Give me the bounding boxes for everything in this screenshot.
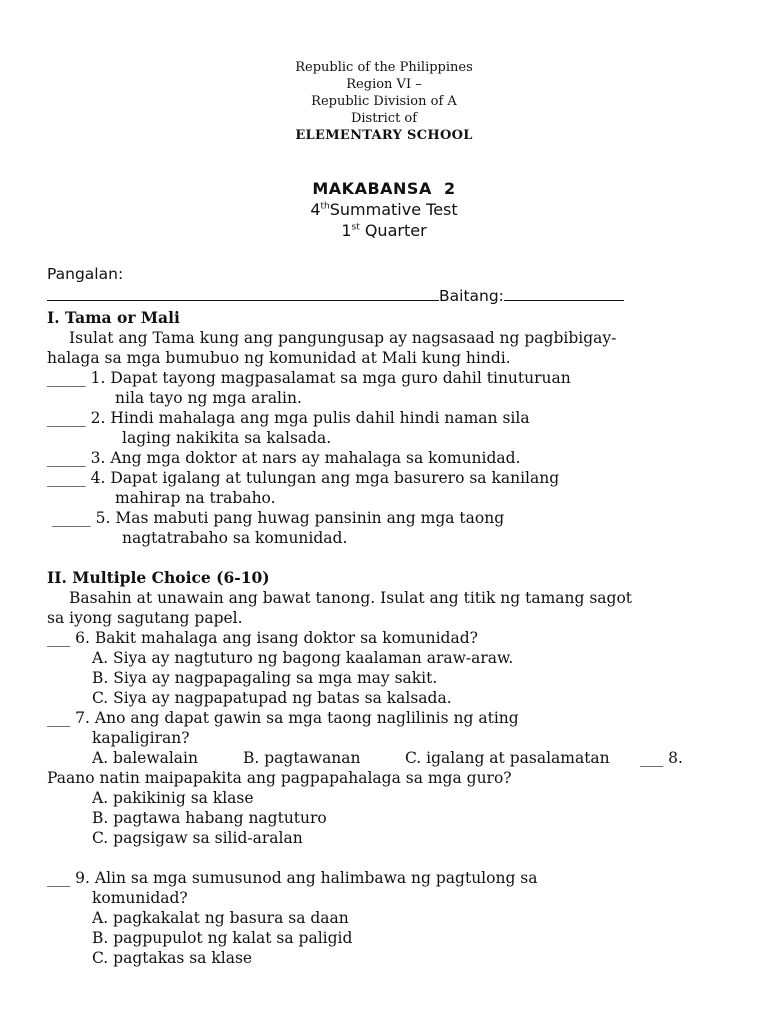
tf-item-1 — [47, 368, 571, 388]
section2-instructions-cont: sa iyong sagutang papel. — [47, 609, 243, 627]
student-info-line — [47, 286, 624, 306]
q8-number: ___ 8. — [640, 749, 683, 767]
item-text: 2. Hindi mahalaga ang mga pulis dahil hindi naman sila — [85, 409, 530, 427]
section1-heading: I. Tama or Mali — [47, 308, 180, 327]
header-district: District of — [350, 111, 418, 126]
tf-item-5-cont: nagtatrabaho sa komunidad. — [122, 529, 348, 547]
answer-blank[interactable]: _____ — [47, 369, 86, 387]
tf-item-4-cont: mahirap na trabaho. — [115, 489, 276, 507]
q9-question-cont: komunidad? — [92, 889, 188, 907]
q8-choice-a: A. pakikinig sa klase — [92, 789, 254, 807]
subject-title: MAKABANSA 2 — [312, 179, 456, 198]
q6-choice-c: C. Siya ay nagpapatupad ng batas sa kalsada. — [92, 689, 452, 707]
item-text: 4. Dapat igalang at tulungan ang mga basurero sa kanilang — [85, 469, 560, 487]
q8-choice-b: B. pagtawa habang nagtuturo — [92, 809, 327, 827]
item-text: 1. Dapat tayong magpasalamat sa mga guro dahil tinuturuan — [85, 369, 571, 387]
section2-heading: II. Multiple Choice (6-10) — [47, 568, 270, 587]
section1-instructions-cont: halaga sa mga bumubuo ng komunidad at Mali kung hindi. — [47, 349, 511, 367]
grade-field[interactable] — [504, 286, 624, 301]
answer-blank[interactable]: _____ — [47, 469, 86, 487]
answer-blank[interactable]: _____ — [52, 509, 91, 527]
mc-question-9: ___ 9. Alin sa mga sumusunod ang halimbawa ng pagtulong sa — [47, 869, 538, 887]
item-text: 3. Ang mga doktor at nars ay mahalaga sa komunidad. — [85, 449, 521, 467]
tf-item-5 — [52, 508, 504, 528]
quarter-label — [0, 220, 768, 241]
item-text: 5. Mas mabuti pang huwag pansinin ang mga taong — [90, 509, 505, 527]
q6-choice-b: B. Siya ay nagpapagaling sa mga may sakit. — [92, 669, 438, 687]
answer-blank[interactable]: _____ — [47, 409, 86, 427]
tf-item-1-cont: nila tayo ng mga aralin. — [115, 389, 302, 407]
header-country: Republic of the Philippines — [295, 60, 473, 75]
test-number: 4 — [310, 200, 321, 219]
quarter-number: 1 — [341, 221, 352, 240]
tf-item-3 — [47, 448, 521, 468]
quarter-ordinal: st — [351, 222, 360, 233]
test-ordinal: th — [320, 201, 330, 212]
tf-item-2-cont: laging nakikita sa kalsada. — [122, 429, 332, 447]
document-header — [0, 59, 768, 144]
header-school: ELEMENTARY SCHOOL — [295, 128, 473, 143]
test-title — [0, 178, 768, 241]
header-region: Region VI – — [346, 77, 422, 92]
q7-choice-a: A. balewalain — [92, 749, 198, 767]
q6-choice-a: A. Siya ay nagtuturo ng bagong kaalaman araw-araw. — [92, 649, 514, 667]
q9-choice-a: A. pagkakalat ng basura sa daan — [92, 909, 349, 927]
tf-item-4 — [47, 468, 559, 488]
mc-question-8: Paano natin maipapakita ang pagpapahalaga sa mga guro? — [47, 769, 512, 787]
answer-blank[interactable]: _____ — [47, 449, 86, 467]
mc-question-6: ___ 6. Bakit mahalaga ang isang doktor sa komunidad? — [47, 629, 478, 647]
q7-question-cont: kapaligiran? — [92, 729, 190, 747]
q7-choice-b: B. pagtawanan — [243, 749, 361, 767]
section2-instructions: Basahin at unawain ang bawat tanong. Isulat ang titik ng tamang sagot — [69, 589, 633, 607]
mc-question-7: ___ 7. Ano ang dapat gawin sa mga taong naglilinis ng ating — [47, 709, 519, 727]
q9-choice-c: C. pagtakas sa klase — [92, 949, 253, 967]
q8-choice-c: C. pagsigaw sa silid-aralan — [92, 829, 303, 847]
name-label: Pangalan: — [47, 265, 124, 283]
grade-label: Baitang: — [439, 287, 504, 305]
test-label — [0, 199, 768, 220]
section1-instructions: Isulat ang Tama kung ang pangungusap ay nagsasaad ng pagbibigay- — [69, 329, 617, 347]
q9-choice-b: B. pagpupulot ng kalat sa paligid — [92, 929, 353, 947]
name-field[interactable] — [47, 286, 439, 301]
test-name: Summative Test — [329, 200, 458, 219]
header-division: Republic Division of A — [311, 94, 457, 109]
quarter-name: Quarter — [359, 221, 427, 240]
q7-choice-c: C. igalang at pasalamatan — [405, 749, 610, 767]
tf-item-2 — [47, 408, 530, 428]
